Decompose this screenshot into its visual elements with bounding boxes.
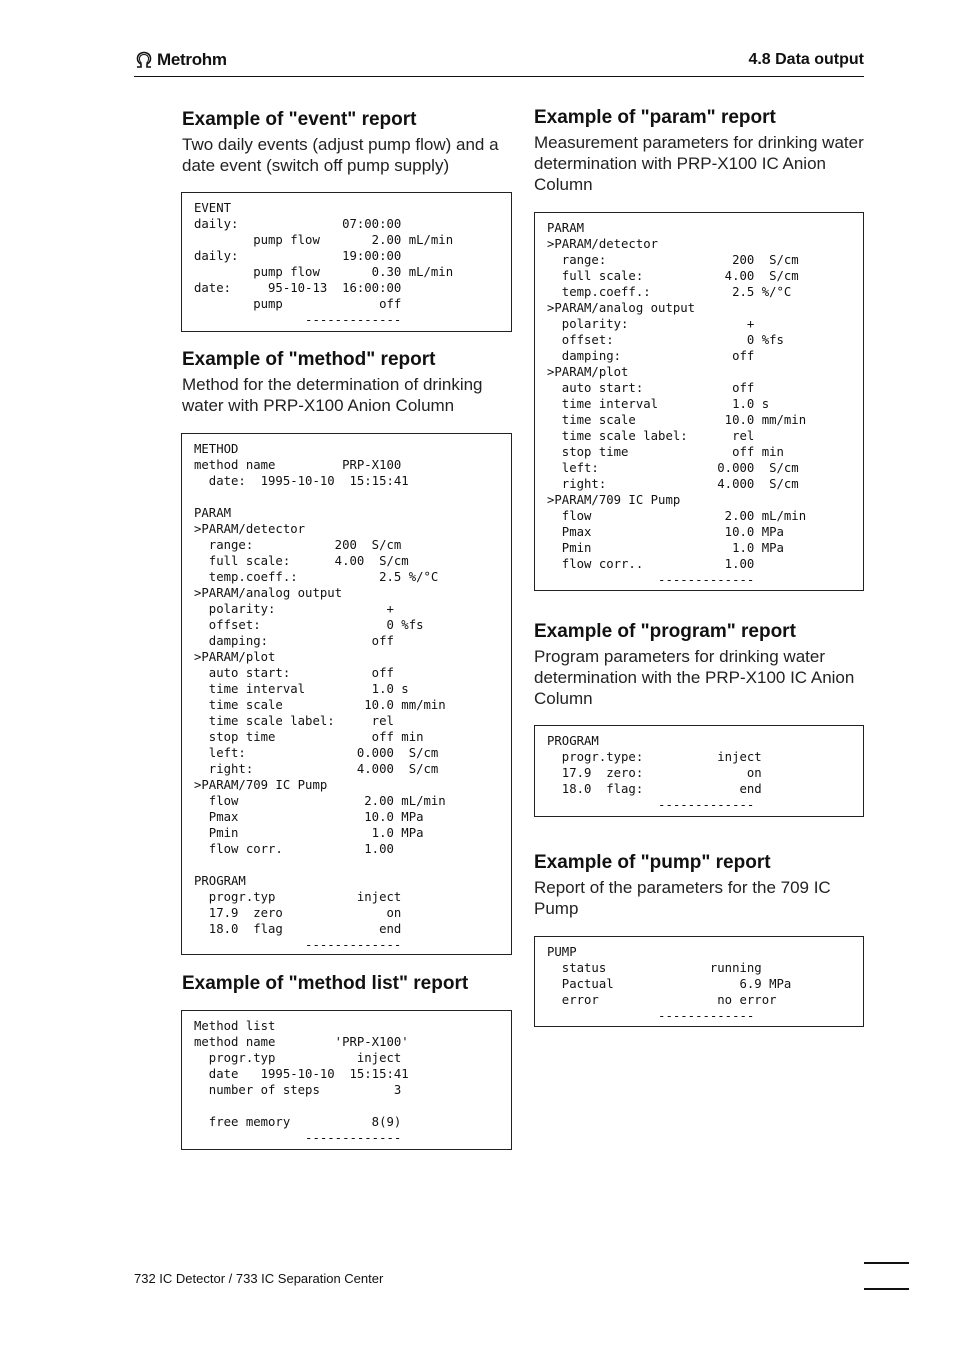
event-report-box [181,192,512,332]
pump-report-code: PUMP status running Pactual 6.9 MPa error no error ------------- [547,945,792,1023]
pump-report-section [534,851,864,919]
event-report-section [182,108,517,176]
param-report-section [534,106,864,195]
program-report-box [534,725,864,817]
header-rule [134,76,864,77]
pump-report-box [534,936,864,1027]
metrohm-logo [134,50,227,70]
param-report-box [534,212,864,591]
omega-logo-icon [134,50,154,70]
program-report-description: Program parameters for drinking water determination with the PRP-X100 IC Anion Column [534,647,855,708]
pump-report-description: Report of the parameters for the 709 IC Pump [534,878,831,918]
program-report-title: Example of "program" report [534,621,796,642]
method-report-box [181,433,512,955]
footer-text: 732 IC Detector / 733 IC Separation Center [134,1271,384,1286]
footer-rule-bottom [864,1288,909,1290]
param-report-description: Measurement parameters for drinking water determination with PRP-X100 IC Anion Column [534,133,864,194]
method-report-description: Method for the determination of drinking water with PRP-X100 Anion Column [182,375,483,415]
method-list-report-title: Example of "method list" report [182,973,469,994]
event-report-description: Two daily events (adjust pump flow) and a date event (switch off pump supply) [182,135,499,175]
program-report-section [534,620,864,709]
event-report-title: Example of "event" report [182,109,417,130]
param-report-title: Example of "param" report [534,107,776,128]
pump-report-title: Example of "pump" report [534,852,771,873]
event-report-code: EVENT daily: 07:00:00 pump flow 2.00 mL/min daily: 19:00:00 pump flow 0.30 mL/min date: 95-10-13 16:00:00 pump off ------------- [194,201,454,327]
method-list-report-code: Method list method name 'PRP-X100' progr.typ inject date 1995-10-10 15:15:41 number of steps 3 free memory 8(9) ------------- [194,1019,409,1145]
method-list-report-section [182,972,522,996]
section-heading: 4.8 Data output [748,51,864,68]
method-report-section [182,348,517,416]
method-report-title: Example of "method" report [182,349,436,370]
param-report-code: PARAM >PARAM/detector range: 200 S/cm full scale: 4.00 S/cm temp.coeff.: 2.5 %/°C >PARAM/analog output polarity: + offset: 0 %fs damping: off >PARAM/plot auto start: off time interval 1.0 s time scale 10.0 mm/min time scale label: rel stop time off min left: 0.000 S/cm right: 4.000 S/cm >PARAM/709 IC Pump flow 2.00 mL/min Pmax 10.0 MPa Pmin 1.0 MPa flow corr.. 1.00 ------------- [547,221,807,587]
logo-text: Metrohm [157,50,227,69]
method-report-code: METHOD method name PRP-X100 date: 1995-10-10 15:15:41 PARAM >PARAM/detector range: 200 S/cm full scale: 4.00 S/cm temp.coeff.: 2.5 %/°C >PARAM/analog output polarity: + offset: 0 %fs damping: off >PARAM/plot auto start: off time interval 1.0 s time scale 10.0 mm/min time scale label: rel stop time off min left: 0.000 S/cm right: 4.000 S/cm >PARAM/709 IC Pump flow 2.00 mL/min Pmax 10.0 MPa Pmin 1.0 MPa flow corr. 1.00 PROGRAM progr.typ inject 17.9 zero on 18.0 flag end ------------- [194,442,446,952]
footer-rule-top [864,1262,909,1264]
program-report-code: PROGRAM progr.type: inject 17.9 zero: on 18.0 flag: end ------------- [547,734,762,812]
method-list-report-box [181,1010,512,1150]
